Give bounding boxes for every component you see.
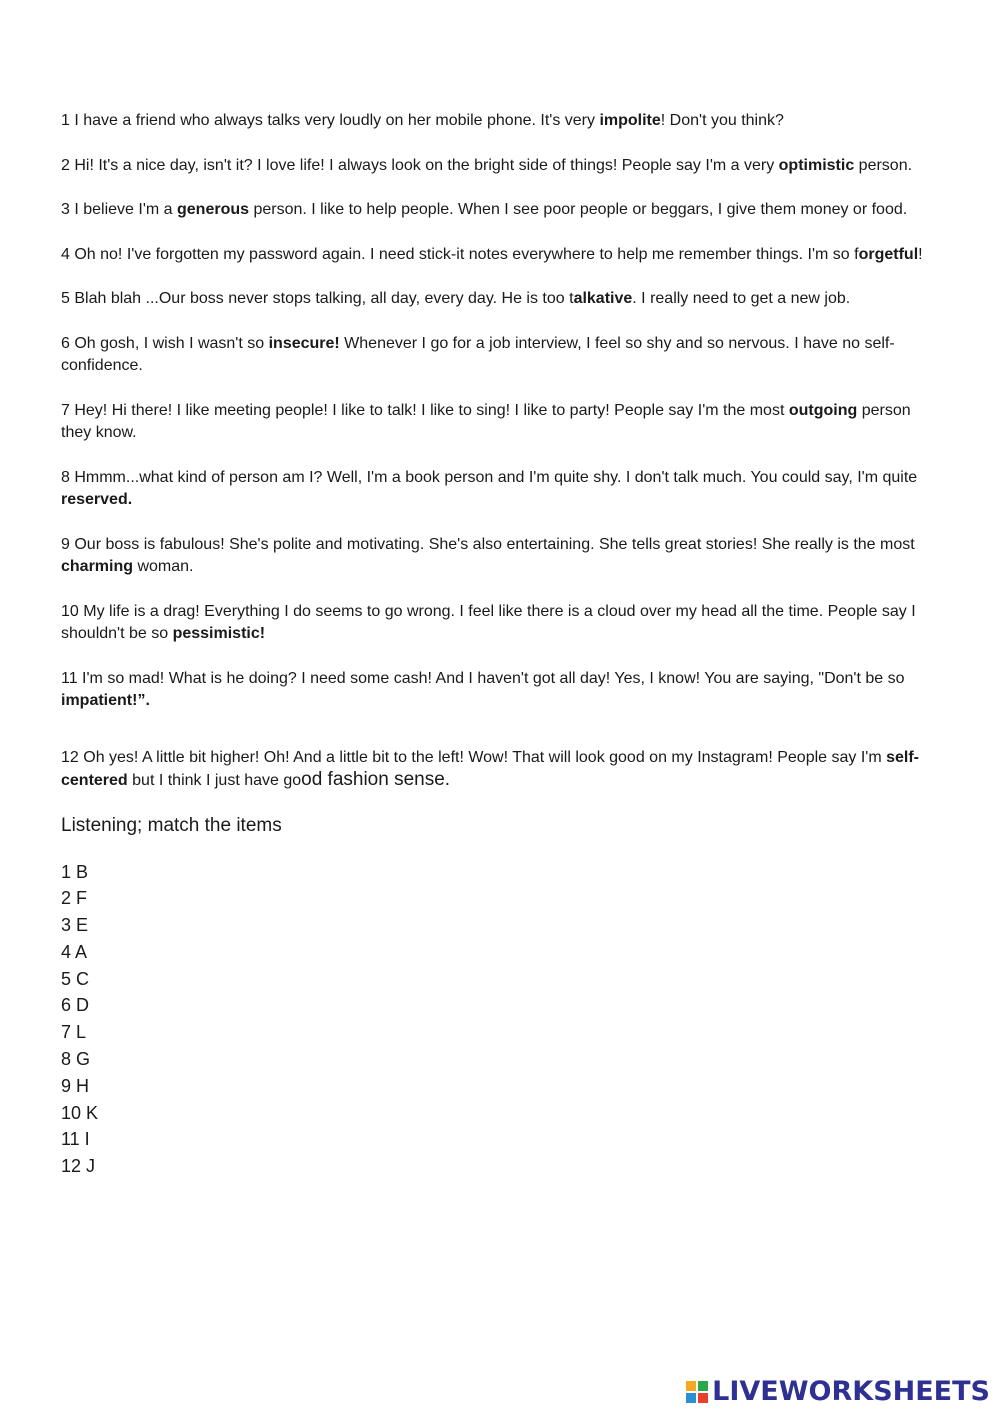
sentence-5: 5 Blah blah ...Our boss never stops talking, all day, every day. He is too talkative. I really need to get a new job. <box>61 290 851 307</box>
keyword: pessimistic! <box>172 625 266 642</box>
keyword: impolite <box>599 112 661 129</box>
worksheet <box>61 110 941 1180</box>
answer-item: 10 K <box>61 1102 99 1123</box>
keyword: insecure! <box>268 334 340 352</box>
keyword: optimistic <box>778 156 855 174</box>
keyword: self-centered <box>61 748 920 789</box>
answer-item: 1 B <box>61 861 89 882</box>
answer-item: 9 H <box>61 1075 90 1096</box>
sentence-12: 12 Oh yes! A little bit higher! Oh! And a little bit to the left! Wow! That will look good on my Instagram! People say I'm self-centered but I think I just have good fashion sense. <box>61 748 920 790</box>
sentence-4: 4 Oh no! I've forgotten my password again. I need stick-it notes everywhere to help me remember things. I'm so forgetful! <box>61 245 923 263</box>
sentence-7: 7 Hey! Hi there! I like meeting people! I like to talk! I like to sing! I like to party! People say I'm the most outgoing person they know. <box>61 401 911 441</box>
answer-item: 7 L <box>61 1022 87 1043</box>
answer-item: 2 F <box>61 888 88 909</box>
keyword: charming <box>61 558 134 575</box>
liveworksheets-logo <box>686 1376 990 1407</box>
sentence-8: 8 Hmmm...what kind of person am I? Well, I'm a book person and I'm quite shy. I don't talk much. You could say, I'm quite reserved. <box>61 468 918 508</box>
sentence-9: 9 Our boss is fabulous! She's polite and motivating. She's also entertaining. She tells great stories! She really is the most charming woman. <box>61 535 915 575</box>
keyword: outgoing <box>788 401 858 419</box>
answer-item: 3 E <box>61 915 89 936</box>
logo-text: LIVEWORKSHEETS <box>712 1376 990 1407</box>
sentence-6: 6 Oh gosh, I wish I wasn't so insecure! Whenever I go for a job interview, I feel so shy and so nervous. I have no self-confidence. <box>61 334 895 374</box>
answer-item: 12 J <box>61 1156 96 1177</box>
answer-item: 5 C <box>61 968 90 989</box>
answer-item: 8 G <box>61 1049 91 1070</box>
sentence-2: 2 Hi! It's a nice day, isn't it? I love life! I always look on the bright side of things! People say I'm a very optimistic person. <box>61 156 913 174</box>
logo-mark-icon <box>686 1381 708 1403</box>
answer-item: 6 D <box>61 995 90 1016</box>
sentence-3: 3 I believe I'm a generous person. I like to help people. When I see poor people or beggars, I give them money or food. <box>61 201 908 218</box>
sentence-1: 1 I have a friend who always talks very loudly on her mobile phone. It's very impolite! Don't you think? <box>61 112 784 129</box>
answer-list <box>61 859 941 1181</box>
keyword: orgetful <box>858 245 919 263</box>
listening-heading: Listening; match the items <box>61 814 282 836</box>
sentence-11: 11 I'm so mad! What is he doing? I need some cash! And I haven't got all day! Yes, I know! You are saying, "Don't be so impatient!”. <box>61 669 905 709</box>
keyword: reserved. <box>61 491 133 508</box>
answer-item: 4 A <box>61 941 88 962</box>
keyword: impatient!”. <box>61 692 150 709</box>
keyword: generous <box>177 201 250 218</box>
keyword: alkative <box>573 290 633 307</box>
sentence-10: 10 My life is a drag! Everything I do seems to go wrong. I feel like there is a cloud over my head all the time. People say I shouldn't be so pessimistic! <box>61 602 916 642</box>
answer-item: 11 I <box>61 1129 90 1150</box>
